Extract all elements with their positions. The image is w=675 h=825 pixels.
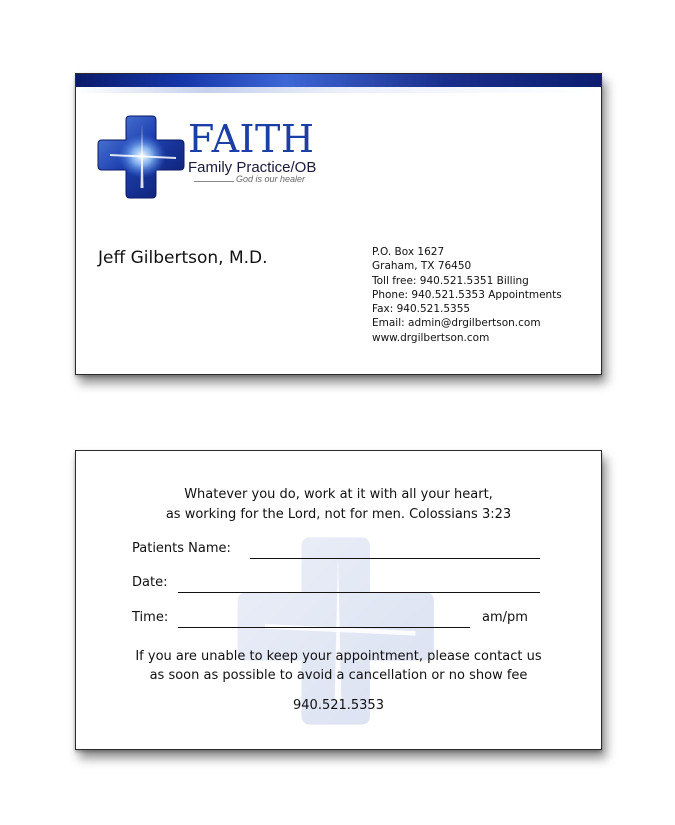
header-bar-fade	[76, 87, 601, 93]
notice-line: as soon as possible to avoid a cancellation or no show fee	[149, 668, 528, 683]
business-card-front	[75, 73, 602, 375]
patients-name-line[interactable]	[250, 558, 540, 559]
time-line[interactable]	[178, 627, 470, 628]
cancellation-notice	[76, 647, 601, 685]
appointment-card-back	[75, 450, 602, 750]
contact-city: Graham, TX 76450	[372, 260, 472, 273]
date-label: Date:	[132, 575, 168, 590]
patients-name-row	[132, 541, 542, 561]
bible-verse	[76, 485, 601, 525]
contact-info	[372, 245, 562, 345]
contact-address: P.O. Box 1627	[372, 246, 445, 258]
contact-email: Email: admin@drgilbertson.com	[372, 317, 541, 330]
doctor-name: Jeff Gilbertson, M.D.	[98, 248, 268, 268]
contact-website: www.drgilbertson.com	[372, 331, 490, 344]
verse-line: Whatever you do, work at it with all your heart,	[184, 487, 493, 502]
logo-tagline: God is our healer	[236, 174, 306, 184]
logo-title: FAITH	[188, 117, 315, 161]
office-phone: 940.521.5353	[293, 698, 384, 713]
header-bar	[76, 74, 601, 87]
time-label: Time:	[132, 610, 169, 625]
contact-phone: Phone: 940.521.5353 Appointments	[372, 288, 562, 301]
cross-logo-icon	[96, 114, 188, 200]
date-line[interactable]	[178, 592, 540, 593]
contact-fax: Fax: 940.521.5355	[372, 303, 471, 316]
time-am-pm: am/pm	[482, 610, 528, 625]
date-row	[132, 575, 542, 595]
logo-divider	[194, 181, 234, 182]
notice-line: If you are unable to keep your appointment, please contact us	[135, 649, 542, 664]
logo-subtitle: Family Practice/OB	[188, 159, 317, 176]
verse-line: as working for the Lord, not for men. Colossians 3:23	[165, 507, 512, 522]
contact-toll-free: Toll free: 940.521.5351 Billing	[372, 274, 529, 287]
patients-name-label: Patients Name:	[132, 541, 231, 556]
time-row	[132, 610, 542, 630]
